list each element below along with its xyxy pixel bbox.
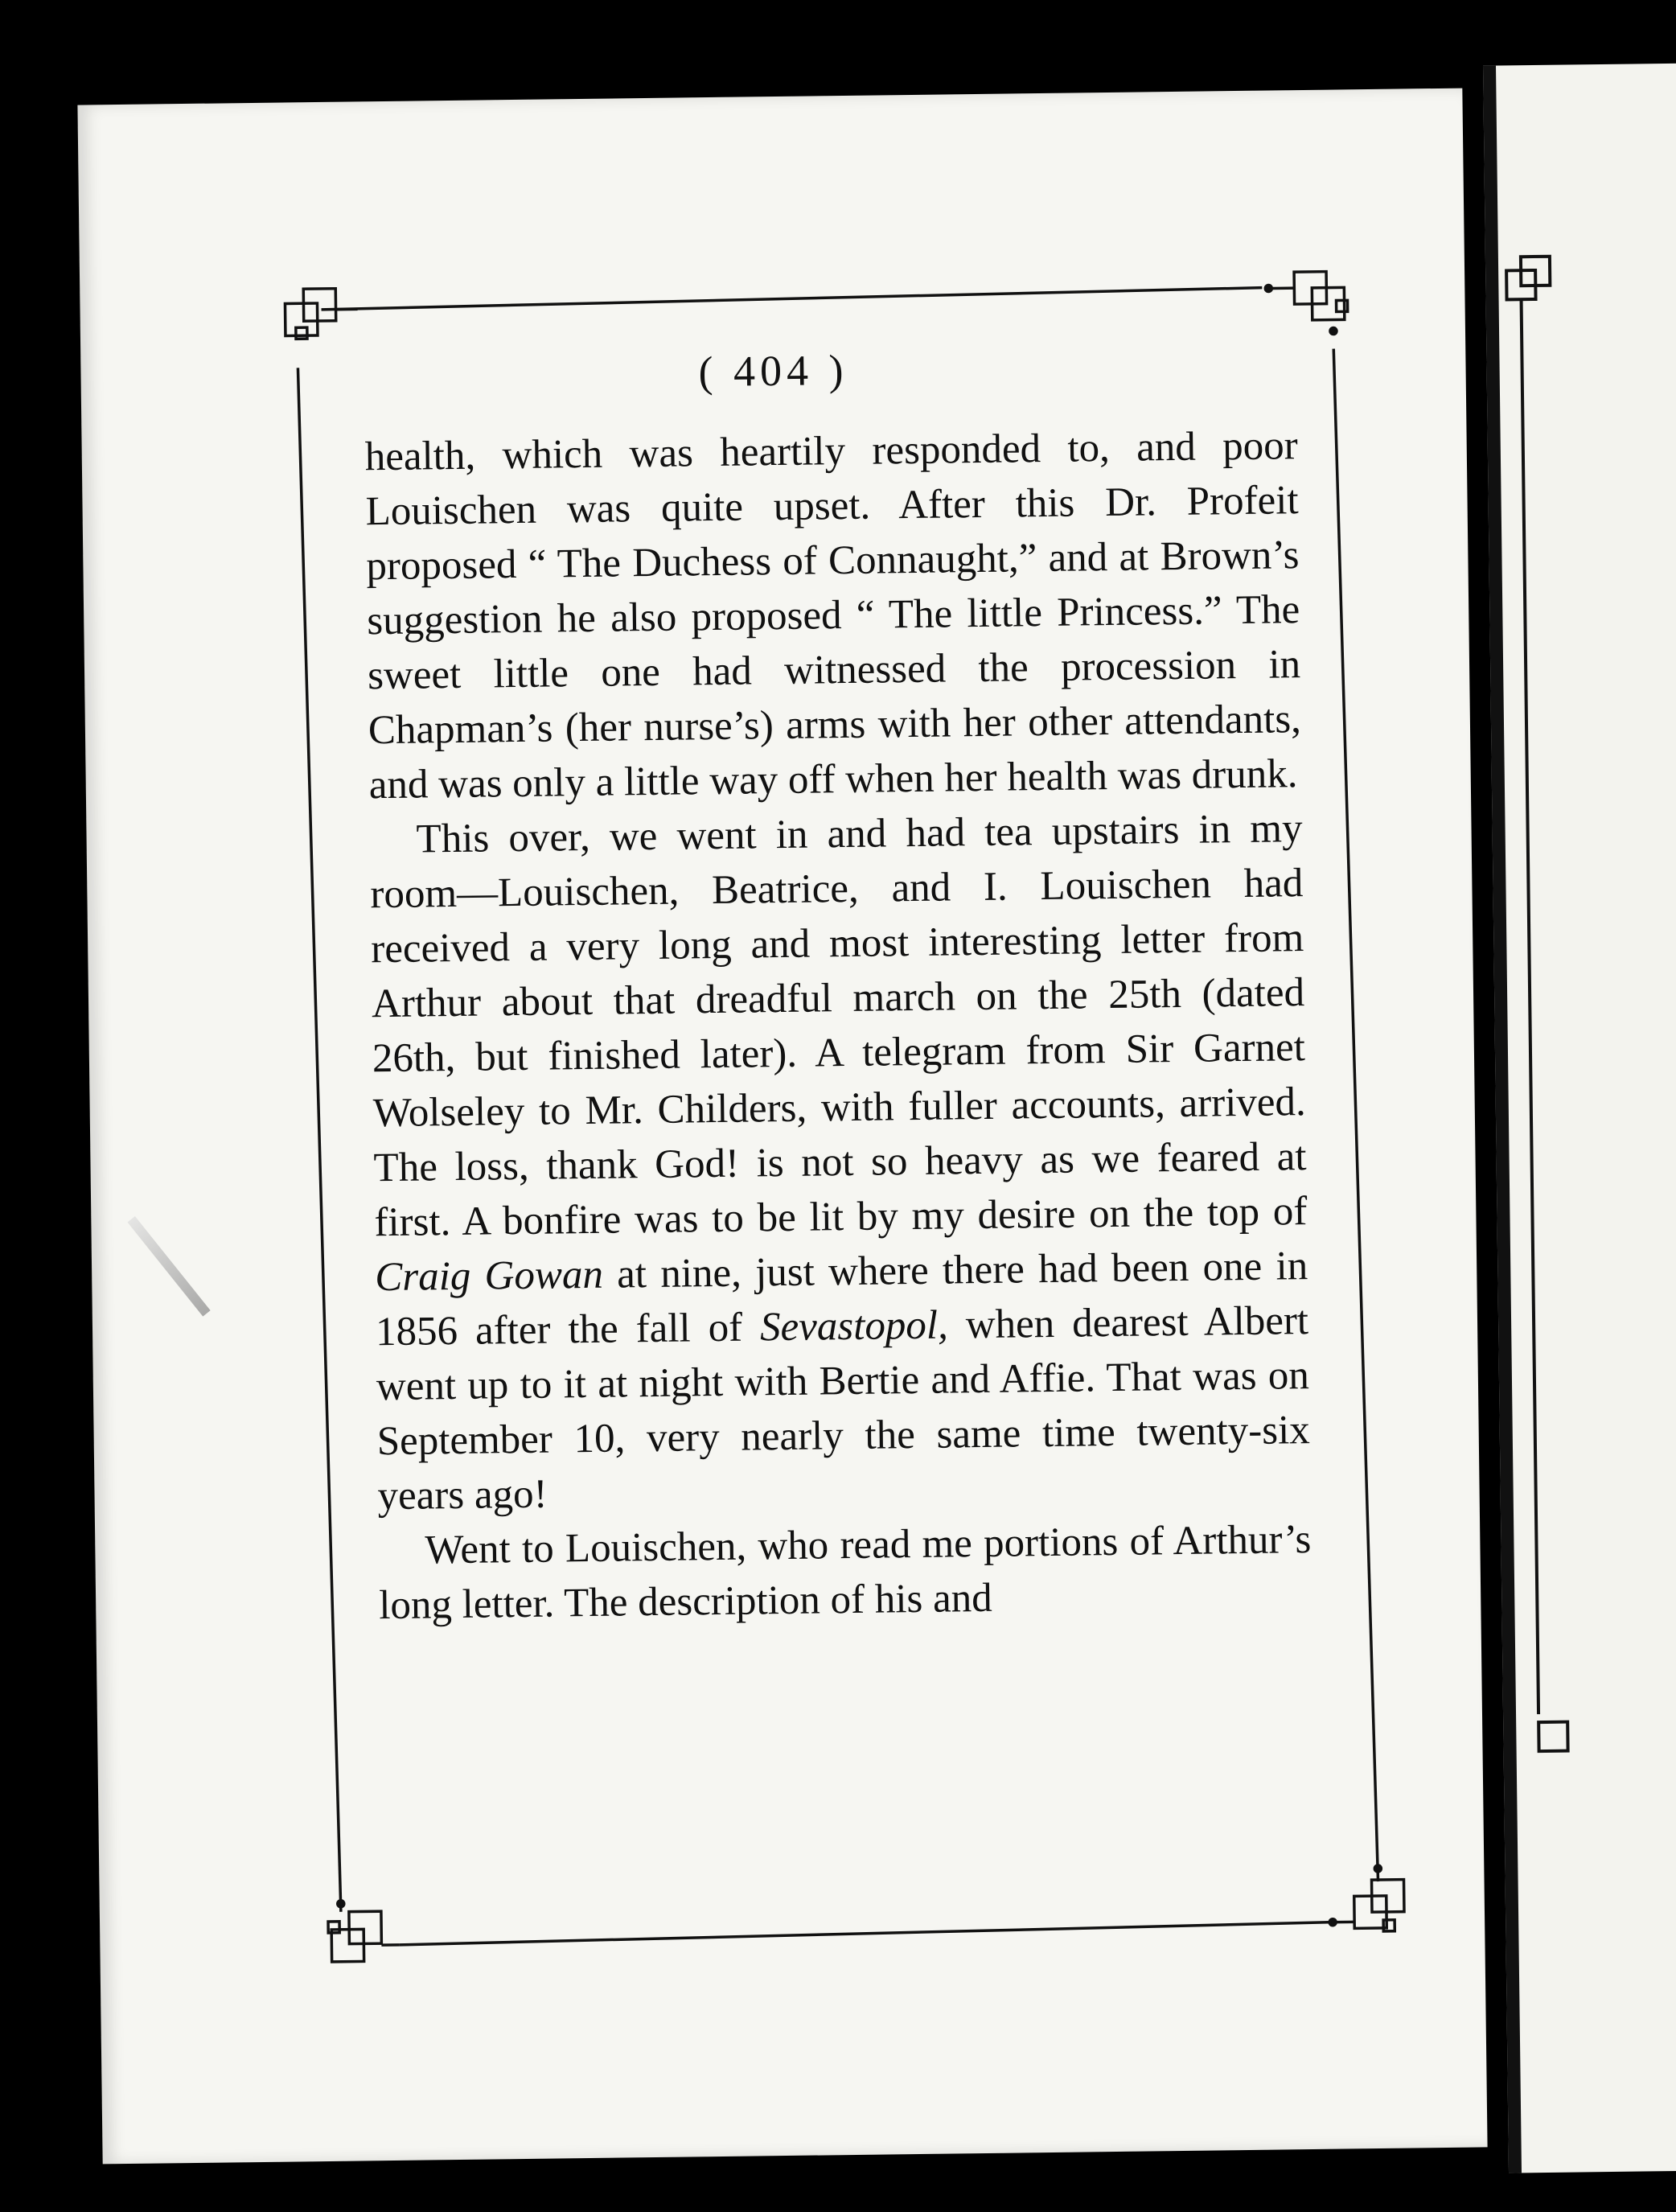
book-page <box>77 88 1487 2165</box>
page-number-open-paren: ( <box>698 347 718 397</box>
adjacent-page-ornament <box>1496 63 1676 2173</box>
paragraph-3: Went to Louischen, who read me portions of Arthur’s long letter. The description of his and <box>378 1517 1312 1629</box>
corner-ornament-top-left <box>285 288 358 339</box>
corner-ornament-bottom-left <box>328 1900 400 1962</box>
paragraph-2-part-b: at nine, just where there had been one in 1856 after the fall of <box>375 1244 1308 1355</box>
paragraph-2-part-a: This over, we went in and had tea upstairs in my room—Louischen, Beatrice, and I. Louischen had received a very long and most interesting letter from Arthur about that dreadful march on the 25th (dated 26th, but finished later). A telegram from Sir Garnet Wolseley to Mr. Childers, with fuller accounts, arrived. The loss, thank God! is not so heavy as we feared at first. A bonfire was to be lit by my desire on the top of <box>370 806 1308 1246</box>
paragraph-2 <box>369 801 1311 1523</box>
corner-ornament-top-right <box>1265 271 1348 335</box>
page-number-value: 404 <box>733 346 814 396</box>
place-name-craig-gowan: Craig Gowan <box>374 1252 604 1301</box>
corner-ornament-bottom-right <box>1329 1865 1404 1932</box>
adjacent-page <box>1483 63 1676 2173</box>
page-number-close-paren: ) <box>828 345 848 395</box>
paragraph-1: health, which was heartily responded to, and poor Louischen was quite upset. After this Dr. Profeit proposed “ The Duchess of Connaught,” and at Brown’s suggestion he also proposed “ The little Princess.” The sweet little one had witnessed the procession in Chapman’s (her nurse’s) arms with her other attendants, and was only a little way off when her health was drunk. <box>364 423 1302 808</box>
body-text <box>364 418 1312 1633</box>
place-name-sevastopol: Sevastopol, <box>759 1302 949 1351</box>
paragraph-2-part-c: when dearest Albert went up to it at night with Bertie and Affie. That was on September 10, very nearly the same time twenty-six years ago! <box>376 1298 1311 1519</box>
